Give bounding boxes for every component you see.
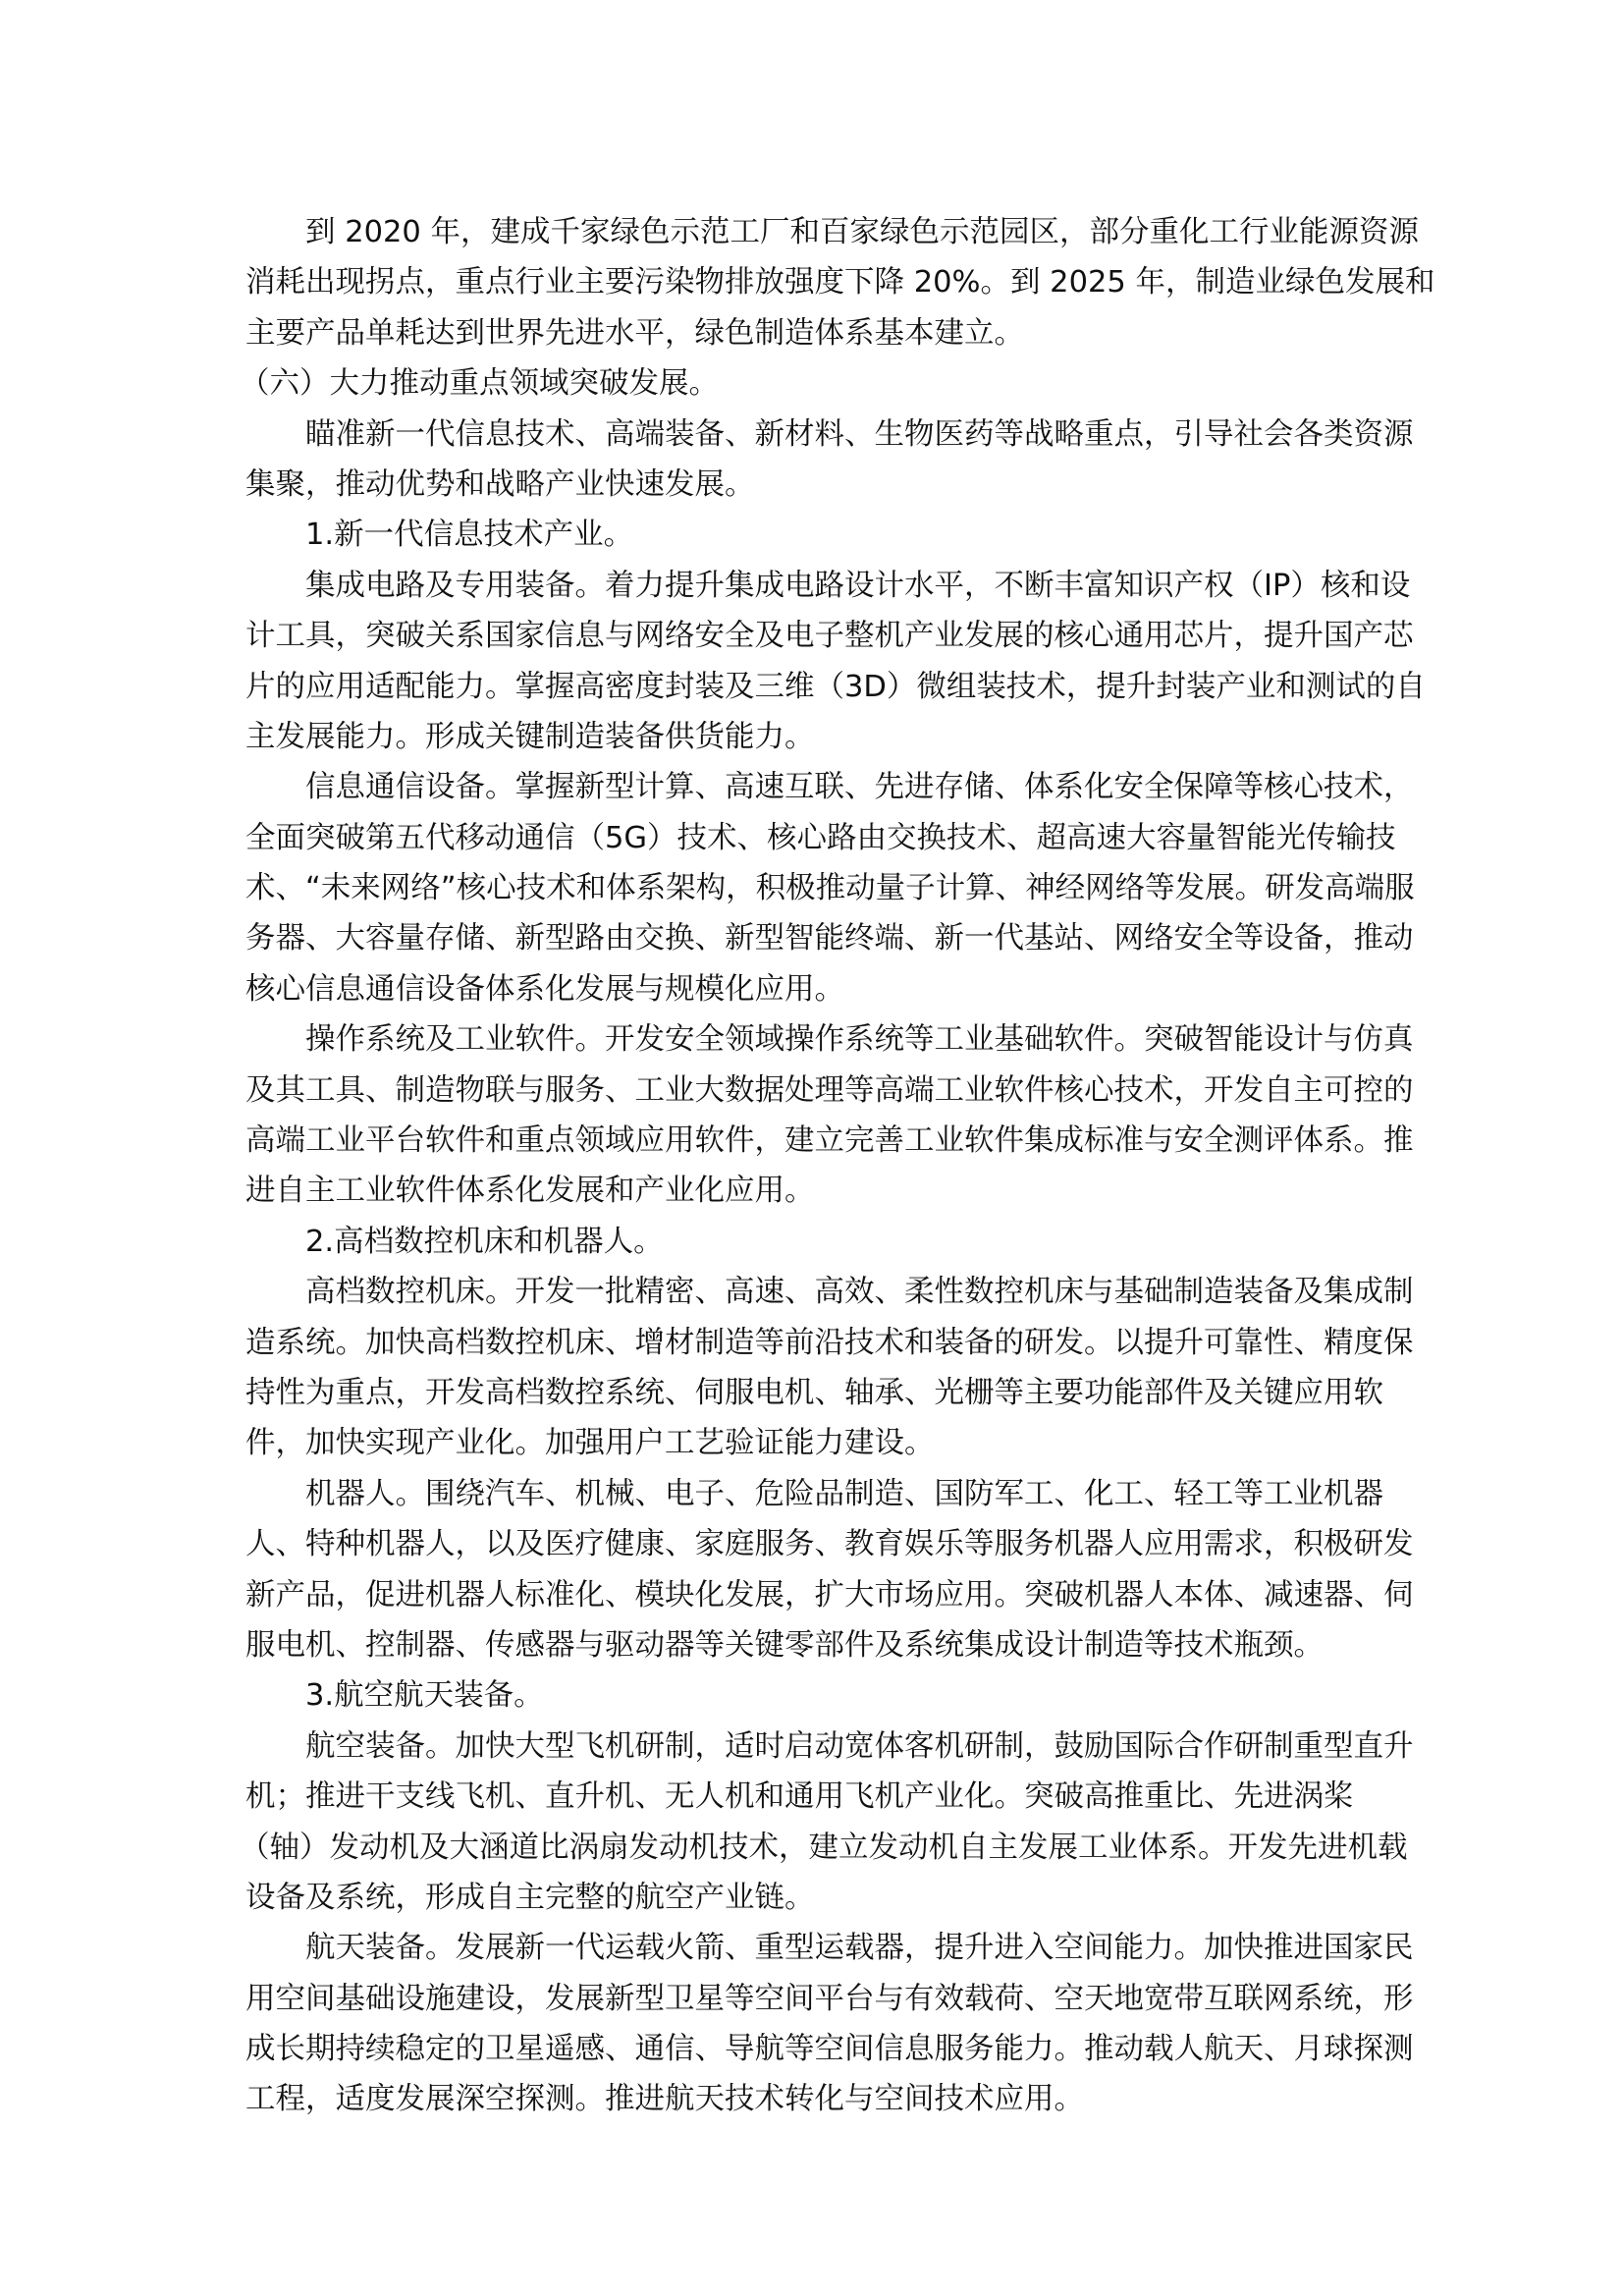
text-line: 工程，适度发展深空探测。推进航天技术转化与空间技术应用。 — [245, 2082, 1084, 2117]
subsection-heading: 2.高档数控机床和机器人。 — [305, 1224, 664, 1259]
text-line: 用空间基础设施建设，发展新型卫星等空间平台与有效载荷、空天地宽带互联网系统，形 — [245, 1981, 1414, 2016]
text-line: 集聚，推动优势和战略产业快速发展。 — [245, 466, 755, 502]
text-line: 消耗出现拐点，重点行业主要污染物排放强度下降 20%。到 2025 年，制造业绿色发展和 — [245, 265, 1435, 301]
text-line: 到 2020 年，建成千家绿色示范工厂和百家绿色示范园区，部分重化工行业能源资源 — [305, 215, 1420, 249]
text-line: 新产品，促进机器人标准化、模块化发展，扩大市场应用。突破机器人本体、减速器、伺 — [245, 1577, 1414, 1613]
text-line: 服电机、控制器、传感器与驱动器等关键零部件及系统集成设计制造等技术瓶颈。 — [245, 1627, 1324, 1663]
text-line: 集成电路及专用装备。着力提升集成电路设计水平，不断丰富知识产权（IP）核和设 — [305, 568, 1411, 603]
text-line: 持性为重点，开发高档数控系统、伺服电机、轴承、光栅等主要功能部件及关键应用软 — [245, 1375, 1383, 1410]
text-line: 设备及系统，形成自主完整的航空产业链。 — [245, 1880, 815, 1915]
text-line: 瞄准新一代信息技术、高端装备、新材料、生物医药等战略重点，引导社会各类资源 — [305, 416, 1414, 452]
text-line: （轴）发动机及大涵道比涡扇发动机技术，建立发动机自主发展工业体系。开发先进机载 — [240, 1830, 1408, 1865]
subsection-heading: 1.新一代信息技术产业。 — [305, 518, 634, 553]
text-line: 高端工业平台软件和重点领域应用软件，建立完善工业软件集成标准与安全测评体系。推 — [245, 1123, 1414, 1159]
text-line: 机器人。围绕汽车、机械、电子、危险品制造、国防军工、化工、轻工等工业机器 — [305, 1476, 1383, 1511]
text-line: 术、“未来网络”核心技术和体系架构，积极推动量子计算、神经网络等发展。研发高端服 — [245, 871, 1415, 906]
text-line: 件，加快实现产业化。加强用户工艺验证能力建设。 — [245, 1426, 935, 1461]
document-body — [240, 207, 1435, 2125]
text-line: 高档数控机床。开发一批精密、高速、高效、柔性数控机床与基础制造装备及集成制 — [305, 1275, 1414, 1310]
text-line: 机；推进干支线飞机、直升机、无人机和通用飞机产业化。突破高推重比、先进涡桨 — [245, 1779, 1354, 1815]
text-line: 成长期持续稳定的卫星遥感、通信、导航等空间信息服务能力。推动载人航天、月球探测 — [245, 2032, 1414, 2067]
text-line: 信息通信设备。掌握新型计算、高速互联、先进存储、体系化安全保障等核心技术， — [305, 770, 1414, 805]
text-line: 主发展能力。形成关键制造装备供货能力。 — [245, 719, 815, 754]
text-line: 航空装备。加快大型飞机研制，适时启动宽体客机研制，鼓励国际合作研制重型直升 — [305, 1728, 1414, 1764]
text-line: 进自主工业软件体系化发展和产业化应用。 — [245, 1174, 815, 1209]
subsection-heading: 3.航空航天装备。 — [305, 1678, 544, 1714]
text-line: 全面突破第五代移动通信（5G）技术、核心路由交换技术、超高速大容量智能光传输技 — [245, 820, 1396, 855]
text-line: 造系统。加快高档数控机床、增材制造等前沿技术和装备的研发。以提升可靠性、精度保 — [245, 1325, 1414, 1360]
text-line: 航天装备。发展新一代运载火箭、重型运载器，提升进入空间能力。加快推进国家民 — [305, 1931, 1414, 1966]
text-line: 操作系统及工业软件。开发安全领域操作系统等工业基础软件。突破智能设计与仿真 — [305, 1022, 1414, 1058]
text-line: 主要产品单耗达到世界先进水平，绿色制造体系基本建立。 — [245, 315, 1024, 351]
section-heading: （六）大力推动重点领域突破发展。 — [240, 366, 719, 402]
text-line: 计工具，突破关系国家信息与网络安全及电子整机产业发展的核心通用芯片，提升国产芯 — [245, 619, 1414, 654]
text-line: 及其工具、制造物联与服务、工业大数据处理等高端工业软件核心技术，开发自主可控的 — [245, 1072, 1414, 1108]
text-line: 核心信息通信设备体系化发展与规模化应用。 — [245, 971, 844, 1007]
text-line: 务器、大容量存储、新型路由交换、新型智能终端、新一代基站、网络安全等设备，推动 — [245, 921, 1414, 957]
text-line: 人、特种机器人，以及医疗健康、家庭服务、教育娱乐等服务机器人应用需求，积极研发 — [245, 1527, 1414, 1562]
text-line: 片的应用适配能力。掌握高密度封装及三维（3D）微组装技术，提升封装产业和测试的自 — [245, 669, 1426, 704]
